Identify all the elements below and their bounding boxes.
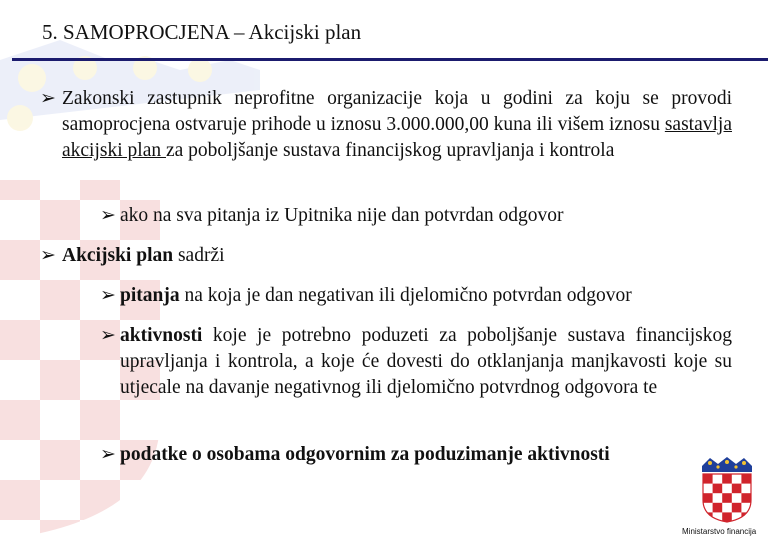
bullet-underlined-text: sastavlja akcijski plan: [62, 114, 732, 161]
bullet-akcijski-plan: [62, 243, 732, 269]
bullet-text: sadrži: [173, 245, 225, 266]
sub-bullet-text: ako na sva pitanja iz Upitnika nije dan potvrdan odgovor: [120, 205, 564, 226]
sub-bullet-pitanja: [120, 283, 732, 309]
arrow-bullet-icon: ➢: [100, 444, 116, 465]
bullet-text: Zakonski zastupnik neprofitne organizacije koja u godini za koju se provodi samoprocjena ostvaruje prihode u iznosu 3.000.000,00 kuna ili višem iznosu: [62, 88, 732, 135]
sub-bullet-bold-text: aktivnosti: [120, 325, 203, 346]
bullet-text: za poboljšanje sustava financijskog upravljanja i kontrola: [165, 140, 615, 161]
sub-bullet-bold-text: pitanja: [120, 285, 180, 306]
title-underline: [12, 58, 768, 61]
arrow-bullet-icon: ➢: [100, 325, 116, 346]
page-title: 5. SAMOPROCJENA – Akcijski plan: [42, 20, 362, 44]
sub-bullet-aktivnosti: [120, 323, 732, 401]
arrow-bullet-icon: ➢: [100, 205, 116, 226]
sub-bullet-podatke: [120, 442, 690, 468]
sub-bullet-potvrdan: [120, 203, 732, 229]
arrow-bullet-icon: ➢: [40, 88, 56, 109]
arrow-bullet-icon: ➢: [40, 245, 56, 266]
ministry-label: Ministarstvo financija: [682, 527, 757, 536]
sub-bullet-text: na koja je dan negativan ili djelomično potvrdan odgovor: [179, 285, 632, 306]
sub-bullet-bold-text: podatke o osobama odgovornim za poduzimanje aktivnosti: [120, 444, 610, 465]
bullet-bold-text: Akcijski plan: [62, 245, 174, 266]
arrow-bullet-icon: ➢: [100, 285, 116, 306]
sub-bullet-text: koje je potrebno poduzeti za poboljšanje sustava financijskog upravljanja i kontrola, a koje će dovesti do otklanjanja manjkavosti koje su utjecale na davanje negativnog ili djelomično potvrdnog odgovora te: [120, 325, 732, 398]
bullet-zakonski-zastupnik: [62, 86, 732, 164]
croatian-coat-of-arms-logo: [698, 454, 756, 524]
